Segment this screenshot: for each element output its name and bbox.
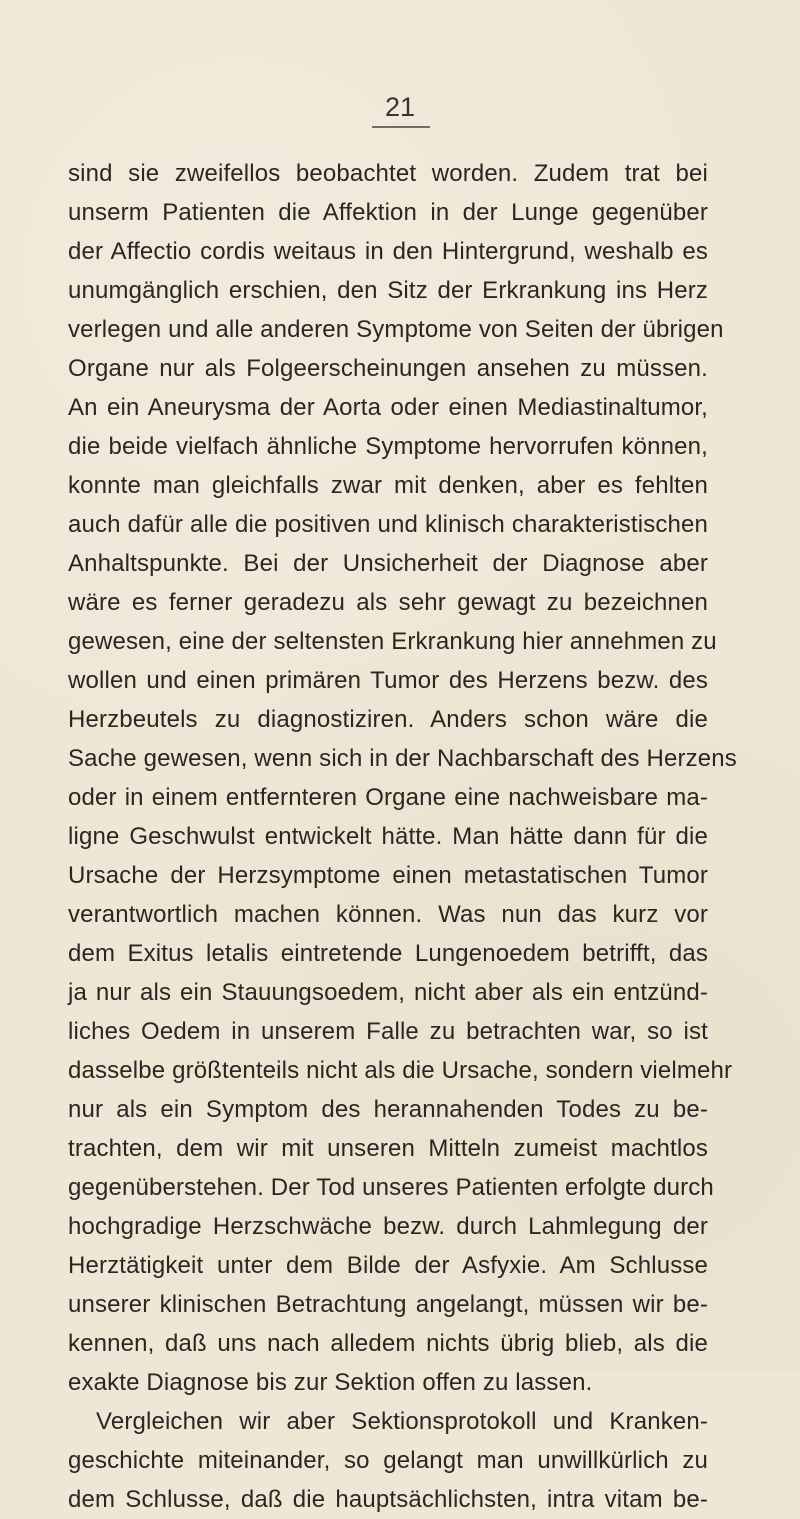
text-line: ligne Geschwulst entwickelt hätte. Man hätte dann für die: [68, 823, 708, 850]
text-line: sind sie zweifellos beobachtet worden. Zudem trat bei: [68, 160, 708, 187]
text-line: gewesen, eine der seltensten Erkrankung hier annehmen zu: [68, 628, 717, 655]
page-number: 21: [384, 92, 416, 122]
text-line: dem Exitus letalis eintretende Lungenoedem betrifft, das: [68, 940, 708, 967]
text-line: oder in einem entfernteren Organe eine nachweisbare ma-: [68, 784, 708, 811]
text-line: verlegen und alle anderen Symptome von Seiten der übrigen: [68, 316, 724, 343]
text-line: liches Oedem in unserem Falle zu betrachten war, so ist: [68, 1018, 708, 1045]
text-line: gegenüberstehen. Der Tod unseres Patienten erfolgte durch: [68, 1174, 714, 1201]
text-line: unserm Patienten die Affektion in der Lunge gegenüber: [68, 199, 708, 226]
text-line: exakte Diagnose bis zur Sektion offen zu lassen.: [68, 1369, 593, 1396]
text-line: An ein Aneurysma der Aorta oder einen Mediastinaltumor,: [68, 394, 708, 421]
text-line: Herzbeutels zu diagnostiziren. Anders schon wäre die: [68, 706, 708, 733]
page-number-rule: [372, 126, 430, 128]
text-line: hochgradige Herzschwäche bezw. durch Lahmlegung der: [68, 1213, 708, 1240]
text-line: auch dafür alle die positiven und klinisch charakteristischen: [68, 511, 708, 538]
text-line: unserer klinischen Betrachtung angelangt, müssen wir be-: [68, 1291, 708, 1318]
text-line: wollen und einen primären Tumor des Herzens bezw. des: [68, 667, 708, 694]
text-line: nur als ein Symptom des herannahenden Todes zu be-: [68, 1096, 708, 1123]
body-text: [68, 154, 737, 1519]
text-line: Sache gewesen, wenn sich in der Nachbarschaft des Herzens: [68, 745, 737, 772]
text-line: konnte man gleichfalls zwar mit denken, aber es fehlten: [68, 472, 708, 499]
text-line: Organe nur als Folgeerscheinungen ansehen zu müssen.: [68, 355, 708, 382]
text-line: dem Schlusse, daß die hauptsächlichsten, intra vitam be-: [68, 1486, 708, 1513]
text-line: ja nur als ein Stauungsoedem, nicht aber als ein entzünd-: [68, 979, 708, 1006]
text-line: geschichte miteinander, so gelangt man unwillkürlich zu: [68, 1447, 708, 1474]
text-line: wäre es ferner geradezu als sehr gewagt zu bezeichnen: [68, 589, 708, 616]
text-line: kennen, daß uns nach alledem nichts übrig blieb, als die: [68, 1330, 708, 1357]
text-line: Herztätigkeit unter dem Bilde der Asfyxie. Am Schlusse: [68, 1252, 708, 1279]
text-line: die beide vielfach ähnliche Symptome hervorrufen können,: [68, 433, 708, 460]
text-line: Ursache der Herzsymptome einen metastatischen Tumor: [68, 862, 708, 889]
text-line: der Affectio cordis weitaus in den Hintergrund, weshalb es: [68, 238, 708, 265]
text-line: dasselbe größtenteils nicht als die Ursache, sondern vielmehr: [68, 1057, 733, 1084]
text-line: Vergleichen wir aber Sektionsprotokoll und Kranken-: [96, 1408, 708, 1435]
text-line: verantwortlich machen können. Was nun das kurz vor: [68, 901, 708, 928]
text-line: unumgänglich erschien, den Sitz der Erkrankung ins Herz: [68, 277, 708, 304]
text-line: trachten, dem wir mit unseren Mitteln zumeist machtlos: [68, 1135, 708, 1162]
text-line: Anhaltspunkte. Bei der Unsicherheit der Diagnose aber: [68, 550, 708, 577]
